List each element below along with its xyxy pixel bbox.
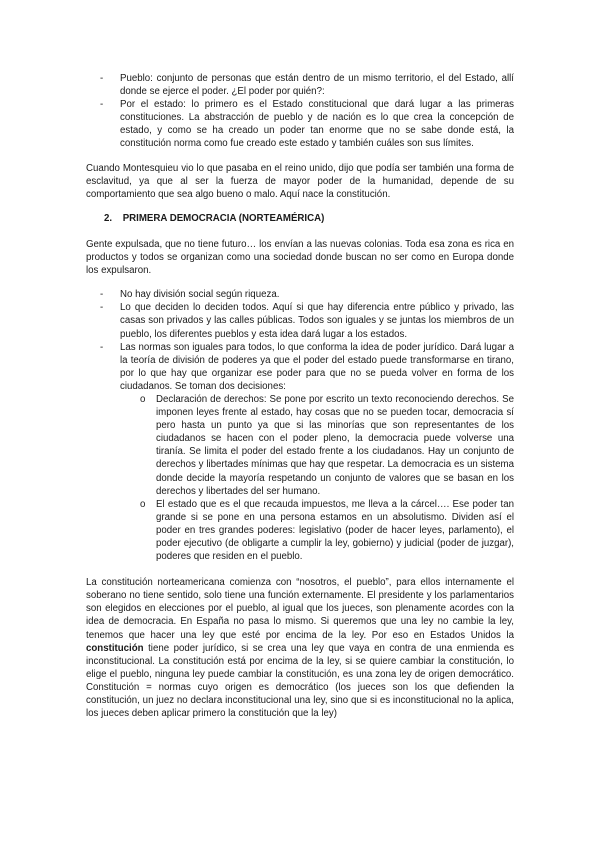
section-heading (104, 212, 514, 225)
definitions-list (86, 72, 514, 151)
list-item-text: Pueblo: conjunto de personas que están dentro de un mismo territorio, el del Estado, allí donde se ejerce el poder. ¿El poder por quién?: (120, 73, 514, 98)
decisions-sublist (120, 393, 514, 563)
final-text-before: La constitución norteamericana comienza con “nosotros, el pueblo”, para ellos internamente el soberano no tiene sentido, solo tiene una función externamente. El presidente y los parlamentarios son elegidos en elecciones por el pueblo, al igual que los jueces, son plenamente acordes con la idea de democracia. En España no pasa lo mismo. Si queremos que una ley no cambie la ley, tenemos que hacer una ley que esté por encima de la ley. Por eso en Estados Unidos la (86, 577, 514, 641)
list-item (86, 288, 514, 301)
section-title: PRIMERA DEMOCRACIA (NORTEAMÉRICA) (122, 212, 325, 224)
sublist-item-text: El estado que es el que recauda impuestos, me lleva a la cárcel…. Ese poder tan grande si se pone en una persona estamos en un absolutismo. Dividen así el poder en tres grandes poderes: legislativo (poder de hacer leyes, parlamento), el poder ejecutivo (de obligarte a cumplir la ley, gobierno) y judicial (poder de juzgar), poderes que residen en el pueblo. (156, 498, 514, 563)
list-marker: - (100, 341, 104, 353)
list-item (86, 98, 514, 150)
sublist-item (120, 393, 514, 498)
final-text-after: tiene poder jurídico, si se crea una ley que vaya en contra de una enmienda es inconstitucional. La constitución está por encima de la ley, si se quiere cambiar la constitución, lo elige el pueblo, ninguna ley puede cambiar la constitución, es una zona ley de origen democrático. Constitución = normas cuyo origen es democrático (los jueces son los que defienden la constitución, un juez no declara inconstitucional una ley, sino que si es inconstitucional no la aplica, los jueces deben aplicar primero la constitución que la ley) (86, 642, 514, 720)
list-item-text: No hay división social según riqueza. (120, 289, 280, 301)
sublist-item-text: Declaración de derechos: Se pone por escrito un texto reconociendo derechos. Se imponen leyes frente al estado, hay cosas que no se pueden tocar, democracia sí pero hasta un punto ya que si las minorías que son representantes de los ciudadanos se hacen con el poder pleno, la democracia puede volverse una tiranía. Se limita el poder del estado frente a los ciudadanos. Hay un conjunto de derechos y libertades mínimas que hay que respetar. La democracia es un sistema donde decide la mayoría respetando un conjunto de valores que se basan en los derechos y libertades del ser humano. (156, 393, 514, 497)
list-item (86, 341, 514, 564)
list-marker: - (100, 99, 104, 111)
list-marker: - (100, 289, 104, 301)
characteristics-list (86, 288, 514, 563)
list-item (86, 301, 514, 340)
list-marker: - (100, 302, 104, 314)
sublist-marker: o (140, 498, 146, 510)
sublist-item (120, 498, 514, 563)
section-number: 2. (104, 212, 113, 224)
paragraph-constitucion (86, 576, 514, 720)
keyword-constitucion: constitución (86, 642, 144, 654)
list-item (86, 72, 514, 98)
paragraph-colonias: Gente expulsada, que no tiene futuro… los envían a las nuevas colonias. Toda esa zona es rica en productos y todos se organizan como una sociedad donde buscan no ser como en Europa donde los expulsaron. (86, 238, 514, 277)
list-item-text: Lo que deciden lo deciden todos. Aquí si que hay diferencia entre público y privado, las casas son privados y las calles públicas. Todos son iguales y se juntas los miembros de un pueblo, los diferentes pueblos y esta idea dará lugar a los estados. (120, 302, 514, 340)
paragraph-montesquieu: Cuando Montesquieu vio lo que pasaba en el reino unido, dijo que podía ser también una forma de esclavitud, ya que al ser la fuerza de mayor poder de la humanidad, depende de su comportamiento que sea algo bueno o malo. Aquí nace la constitución. (86, 162, 514, 200)
list-item-text: Por el estado: lo primero es el Estado constitucional que dará lugar a las primeras constituciones. La abstracción de pueblo y de nación es lo que crea la concepción de estado, y como se ha creado un poder tan enorme que no se sabe donde está, la constitución norma como fue creado este estado y también cuáles son sus límites. (120, 99, 514, 150)
list-item-text: Las normas son iguales para todos, lo que conforma la idea de poder jurídico. Dará lugar a la teoría de división de poderes ya que el poder del estado puede transformarse en tirano, por lo que hay que organizar ese poder para que no se pueda volver en forma de los ciudadanos. Se toman dos decisiones: (120, 341, 514, 392)
list-marker: - (100, 73, 104, 84)
sublist-marker: o (140, 393, 146, 405)
